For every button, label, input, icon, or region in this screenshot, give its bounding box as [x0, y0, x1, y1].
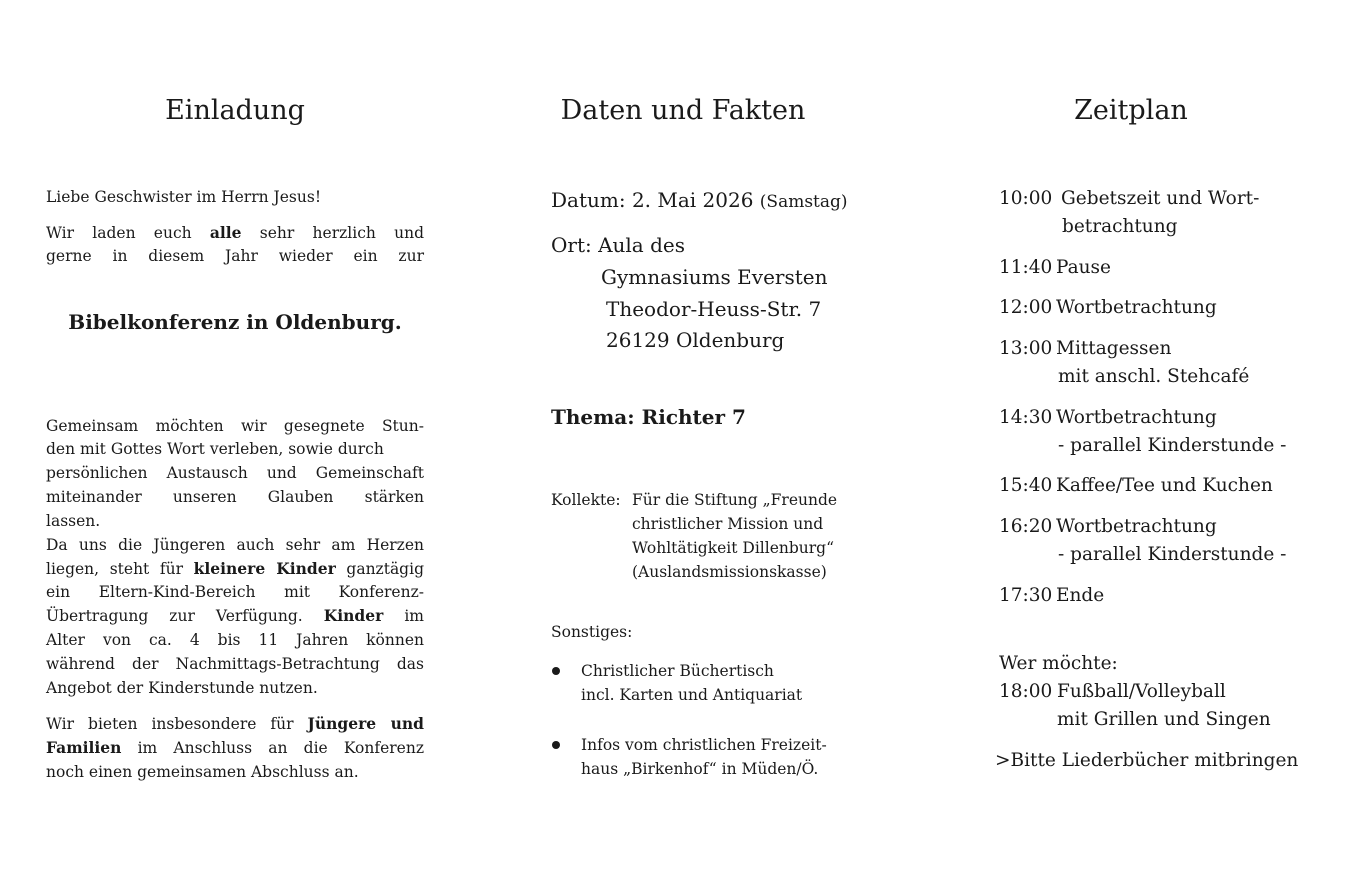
text-segment: Angebot der Kinderstunde nutzen.: [46, 679, 318, 697]
optional-line: mit Grillen und Singen: [1057, 709, 1271, 730]
paragraph-line: [46, 604, 424, 628]
zeitplan-heading: Zeitplan: [1074, 95, 1188, 126]
einladung-heading: Einladung: [165, 95, 305, 126]
schedule-item-line: betrachtung: [1062, 216, 1178, 237]
text-segment: den mit Gottes Wort verleben, sowie durch: [46, 440, 384, 458]
schedule-item-line: - parallel Kinderstunde -: [1058, 435, 1287, 456]
text-segment: sehr herzlich und: [241, 224, 424, 242]
text-segment: Übertragung zur Verfügung.: [46, 607, 324, 625]
paragraph-line: [46, 712, 424, 736]
paragraph-line: [46, 485, 424, 509]
schedule-item-line: Mittagessen: [1056, 338, 1172, 359]
thema: Thema: Richter 7: [551, 405, 746, 429]
sonstiges-item-line: Infos vom christlichen Freizeit-: [581, 736, 827, 754]
schedule-item-line: mit anschl. Stehcafé: [1058, 366, 1250, 387]
bullet-icon: [552, 667, 560, 675]
note: >Bitte Liederbücher mitbringen: [995, 750, 1299, 771]
kollekte-line: Für die Stiftung „Freunde: [632, 491, 838, 509]
bold-text: Jüngere und: [307, 714, 424, 733]
sonstiges-label: Sonstiges:: [551, 623, 633, 641]
schedule-time: 16:20: [999, 516, 1053, 537]
schedule-time: 17:30: [999, 585, 1053, 606]
sonstiges-item-line: haus „Birkenhof“ in Müden/Ö.: [581, 760, 819, 778]
bullet-icon: [552, 741, 560, 749]
greeting: Liebe Geschwister im Herrn Jesus!: [46, 188, 322, 206]
paragraph-line: [46, 628, 424, 652]
schedule-item-line: Gebetszeit und Wort-: [1061, 188, 1260, 209]
text-segment: ganztägig: [335, 560, 424, 578]
text-segment: ein Eltern-Kind-Bereich mit Konferenz-: [46, 583, 424, 601]
schedule-time: 13:00: [999, 338, 1053, 359]
paragraph-line: [46, 736, 424, 760]
schedule-item-line: Kaffee/Tee und Kuchen: [1056, 475, 1273, 496]
kollekte-line: christlicher Mission und: [632, 515, 824, 533]
sonstiges-item-line: incl. Karten und Antiquariat: [581, 686, 803, 704]
paragraph-line: [46, 676, 318, 700]
bold-text: Kinder: [323, 606, 384, 625]
conference-title: Bibelkonferenz in Oldenburg.: [68, 310, 402, 334]
text-segment: persönlichen Austausch und Gemeinschaft: [46, 464, 424, 482]
schedule-item-line: Wortbetrachtung: [1056, 407, 1217, 428]
ort-line: Theodor-Heuss-Str. 7: [606, 297, 822, 321]
text-segment: miteinander unseren Glauben stärken: [46, 488, 424, 506]
schedule-item-line: Pause: [1056, 257, 1112, 278]
text-segment: im Anschluss an die Konferenz: [121, 739, 424, 757]
paragraph-line: [46, 760, 359, 784]
schedule-item-line: Wortbetrachtung: [1056, 297, 1217, 318]
text-segment: gerne in diesem Jahr wieder ein zur: [46, 247, 424, 265]
text-segment: Wir bieten insbesondere für: [46, 715, 308, 733]
paragraph-line: [46, 557, 424, 581]
text-segment: Gemeinsam möchten wir gesegnete Stun-: [46, 417, 424, 435]
ort-line: 26129 Oldenburg: [606, 328, 785, 352]
datum: [551, 185, 848, 217]
schedule-time: 12:00: [999, 297, 1053, 318]
daten-heading: Daten und Fakten: [560, 95, 806, 126]
ort-line: Gymnasiums Eversten: [601, 265, 828, 289]
bold-text: Familien: [46, 738, 122, 757]
schedule-item-line: Wortbetrachtung: [1056, 516, 1217, 537]
schedule-time: 15:40: [999, 475, 1053, 496]
paragraph-line: [46, 461, 424, 485]
schedule-time: 11:40: [999, 257, 1053, 278]
text-segment: während der Nachmittags-Betrachtung das: [46, 655, 424, 673]
schedule-item-line: Ende: [1056, 585, 1105, 606]
optional-label: Wer möchte:: [999, 653, 1118, 674]
bold-text: alle: [209, 223, 242, 242]
paragraph-line: [46, 652, 424, 676]
schedule-time: 14:30: [999, 407, 1053, 428]
intro-line: [46, 244, 424, 268]
text-segment: noch einen gemeinsamen Abschluss an.: [46, 763, 359, 781]
kollekte-line: (Auslandsmissionskasse): [632, 563, 827, 581]
paragraph-line: [46, 414, 424, 438]
text-segment: im: [383, 607, 424, 625]
paragraph-line: [46, 437, 384, 461]
text-segment: lassen.: [46, 512, 101, 530]
paragraph-line: [46, 533, 424, 557]
datum-day: (Samstag): [759, 192, 848, 212]
schedule-time: 10:00: [999, 188, 1053, 209]
text-segment: Alter von ca. 4 bis 11 Jahren können: [46, 631, 424, 649]
optional-line: Fußball/Volleyball: [1057, 681, 1226, 702]
text-segment: liegen, steht für: [46, 560, 194, 578]
ort-line: Ort: Aula des: [551, 233, 685, 257]
text-segment: Da uns die Jüngeren auch sehr am Herzen: [46, 536, 424, 554]
paragraph-line: [46, 580, 424, 604]
schedule-item-line: - parallel Kinderstunde -: [1058, 544, 1287, 565]
intro-line: [46, 221, 424, 245]
kollekte-label: Kollekte:: [551, 491, 621, 509]
optional-time: 18:00: [999, 681, 1053, 702]
sonstiges-item-line: Christlicher Büchertisch: [581, 662, 774, 680]
paragraph-line: [46, 509, 100, 533]
kollekte-line: Wohltätigkeit Dillenburg“: [632, 539, 835, 557]
text-segment: Wir laden euch: [46, 224, 210, 242]
bold-text: kleinere Kinder: [193, 559, 336, 578]
datum-label: Datum: 2. Mai 2026: [551, 188, 754, 212]
